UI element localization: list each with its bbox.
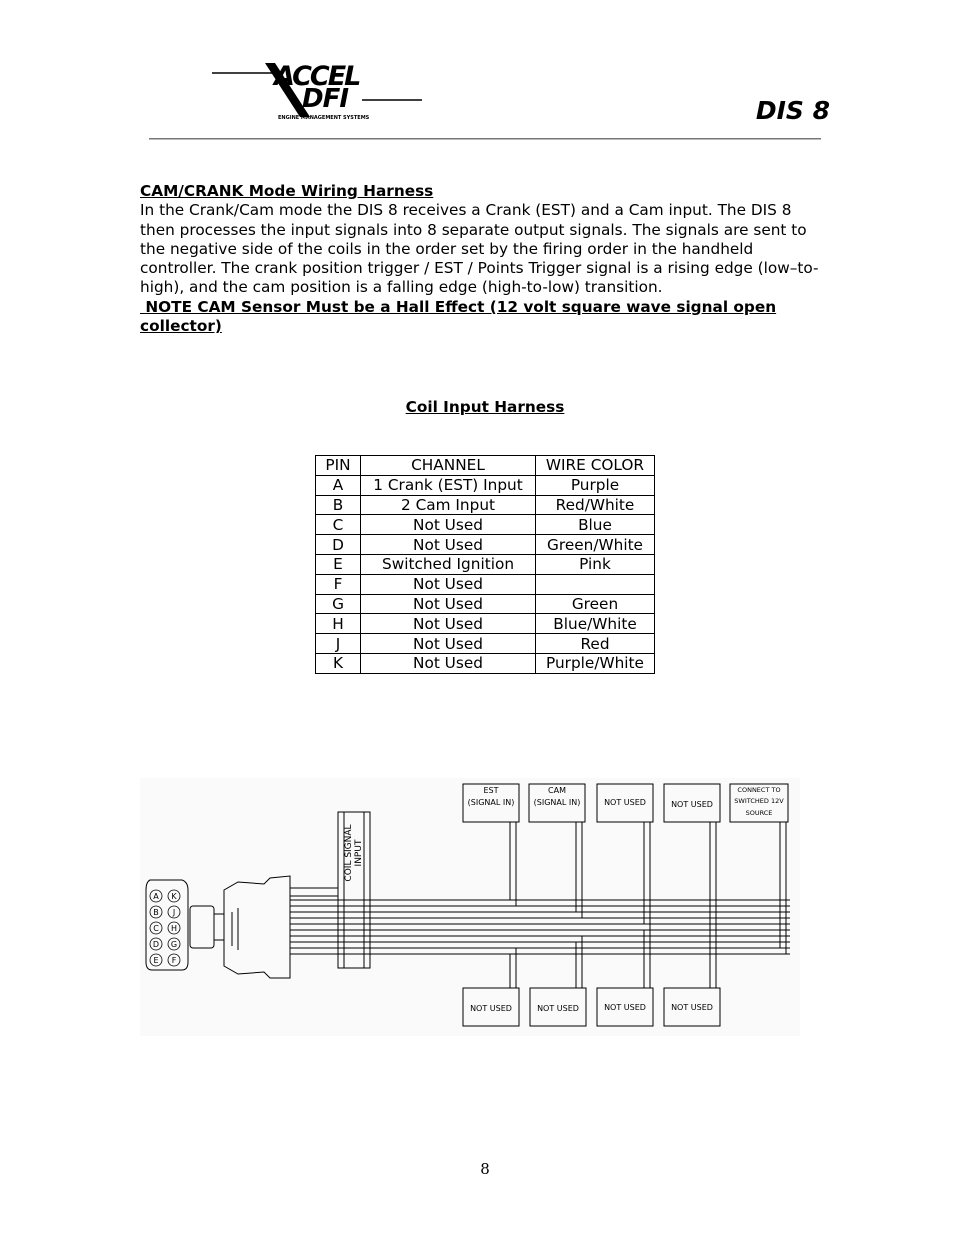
- bottom-box-not-used-4-label: NOT USED: [671, 1003, 713, 1012]
- table-row: [316, 475, 655, 495]
- header-wire-color: WIRE COLOR: [536, 456, 655, 476]
- wire-color-cell: Purple: [536, 475, 655, 495]
- table-row: [316, 574, 655, 594]
- header-channel: CHANNEL: [361, 456, 536, 476]
- logo-word-dfi: DFI: [302, 84, 349, 114]
- top-box-not-used-1-label: NOT USED: [604, 798, 646, 807]
- logo-tagline: ENGINE MANAGEMENT SYSTEMS: [278, 115, 370, 121]
- main-content: [140, 182, 830, 336]
- wire-color-cell: Green/White: [536, 535, 655, 555]
- wire-color-cell: Blue/White: [536, 614, 655, 634]
- pin-label-a: A: [153, 892, 159, 901]
- pin-cell: D: [316, 535, 361, 555]
- channel-cell: 2 Cam Input: [361, 495, 536, 515]
- logo-word-accel: ACCEL: [274, 61, 360, 92]
- wire-color-cell: Blue: [536, 515, 655, 535]
- pin-label-d: D: [152, 940, 160, 949]
- wiring-diagram: [140, 778, 800, 1036]
- coil-input-harness-table: [315, 455, 655, 674]
- pin-cell: F: [316, 574, 361, 594]
- pin-cell: A: [316, 475, 361, 495]
- channel-cell: Not Used: [361, 535, 536, 555]
- header-pin: PIN: [316, 456, 361, 476]
- pin-cell: E: [316, 554, 361, 574]
- section-paragraph: In the Crank/Cam mode the DIS 8 receives a Crank (EST) and a Cam input. The DIS 8 then processes the input signals into 8 separate output signals. The signals are sent to the negative side of the coils in the order set by the firing order in the handheld controller. The crank position trigger / EST / Points Trigger signal is a rising edge (low–to-high), and the cam position is a falling edge (high-to-low) transition.: [140, 201, 819, 297]
- wire-color-cell: Green: [536, 594, 655, 614]
- table-row: [316, 515, 655, 535]
- coil-signal-label-1: COIL SIGNAL: [344, 824, 354, 882]
- document-title: DIS 8: [755, 96, 830, 125]
- pin-cell: J: [316, 634, 361, 654]
- channel-cell: Not Used: [361, 515, 536, 535]
- top-box-switched-line3: SOURCE: [745, 809, 773, 817]
- wire-color-cell: Red/White: [536, 495, 655, 515]
- coil-signal-label-2: INPUT: [354, 839, 364, 867]
- table-row: [316, 535, 655, 555]
- channel-cell: Switched Ignition: [361, 554, 536, 574]
- wire-color-cell: Pink: [536, 554, 655, 574]
- pin-label-k: K: [171, 892, 177, 901]
- table-row: [316, 495, 655, 515]
- top-box-not-used-2-label: NOT USED: [671, 800, 713, 809]
- bottom-box-not-used-1-label: NOT USED: [470, 1004, 512, 1013]
- wire-color-cell: Purple/White: [536, 653, 655, 673]
- top-box-est-line1: EST: [483, 786, 499, 795]
- channel-cell: Not Used: [361, 574, 536, 594]
- wire-color-cell: [536, 574, 655, 594]
- bottom-box-not-used-3-label: NOT USED: [604, 1003, 646, 1012]
- header-divider: [149, 138, 821, 140]
- pin-cell: B: [316, 495, 361, 515]
- top-box-switched-line2: SWITCHED 12V: [734, 797, 784, 805]
- top-box-est-line2: (SIGNAL IN): [467, 798, 515, 807]
- top-box-cam-line2: (SIGNAL IN): [533, 798, 581, 807]
- table-row: [316, 594, 655, 614]
- pin-cell: G: [316, 594, 361, 614]
- pin-label-h: H: [170, 924, 178, 933]
- table-row: [316, 653, 655, 673]
- accel-dfi-logo: [210, 55, 425, 125]
- channel-cell: Not Used: [361, 594, 536, 614]
- pin-label-j: J: [172, 908, 176, 917]
- channel-cell: Not Used: [361, 634, 536, 654]
- cam-sensor-note: NOTE CAM Sensor Must be a Hall Effect (12 volt square wave signal open collector): [140, 297, 777, 336]
- pin-label-b: B: [153, 908, 159, 917]
- table-row: [316, 614, 655, 634]
- pin-cell: H: [316, 614, 361, 634]
- pin-label-c: C: [153, 924, 159, 933]
- pin-label-g: G: [170, 940, 178, 949]
- page-number: 8: [480, 1160, 490, 1178]
- table-title: Coil Input Harness: [405, 398, 565, 416]
- pin-label-f: F: [171, 956, 177, 965]
- table-row: [316, 554, 655, 574]
- bottom-box-not-used-2-label: NOT USED: [537, 1004, 579, 1013]
- top-box-switched-line1: CONNECT TO: [737, 786, 781, 794]
- table-header-row: [316, 456, 655, 476]
- pin-cell: C: [316, 515, 361, 535]
- channel-cell: Not Used: [361, 614, 536, 634]
- channel-cell: 1 Crank (EST) Input: [361, 475, 536, 495]
- top-box-cam-line1: CAM: [548, 786, 566, 795]
- section-heading: CAM/CRANK Mode Wiring Harness: [140, 182, 434, 200]
- channel-cell: Not Used: [361, 653, 536, 673]
- table-row: [316, 634, 655, 654]
- pin-cell: K: [316, 653, 361, 673]
- pin-label-e: E: [153, 956, 159, 965]
- wire-color-cell: Red: [536, 634, 655, 654]
